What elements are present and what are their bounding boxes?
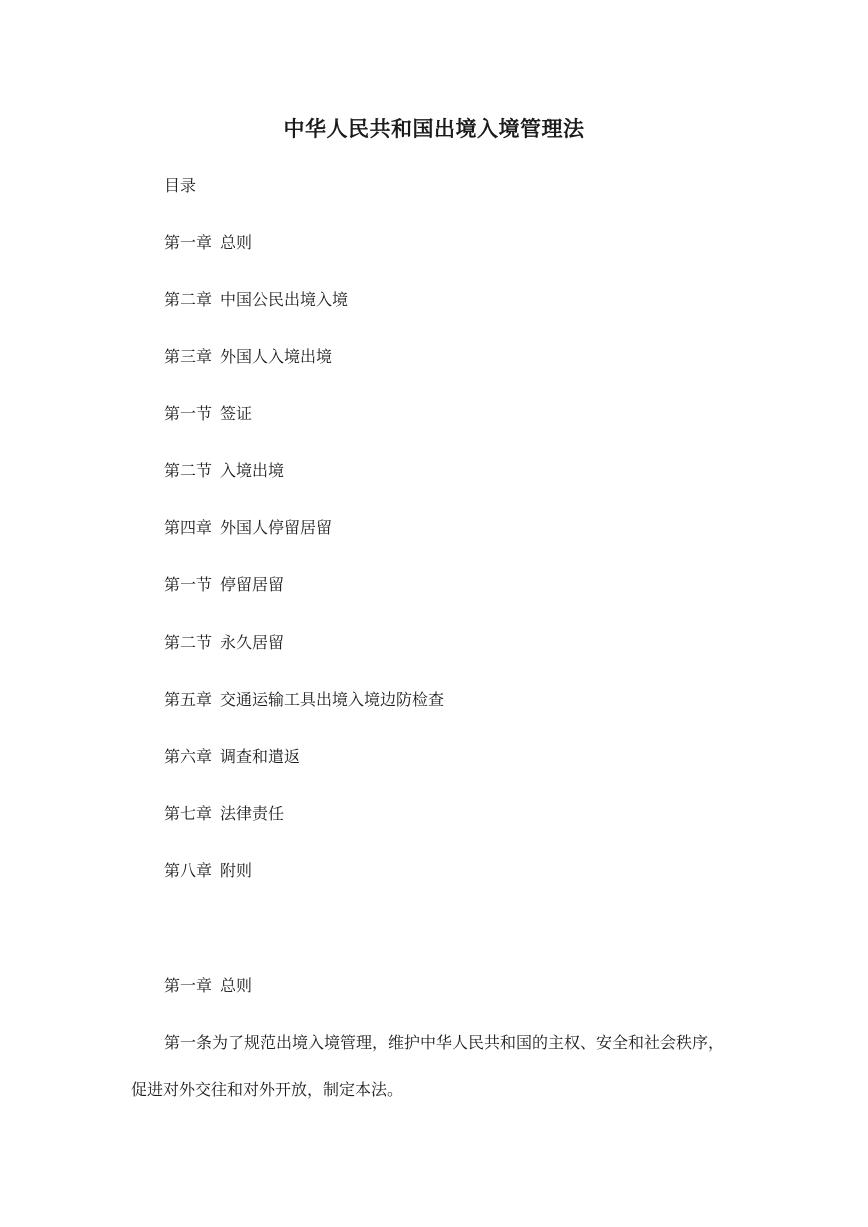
article-text: 为了规范出境入境管理，维护中华人民共和国的主权、安全和社会秩序，: [212, 1033, 725, 1052]
toc-item-number: 第八章: [164, 861, 213, 880]
toc-item: [164, 803, 284, 825]
toc-item-title: 附则: [220, 861, 253, 880]
toc-item-title: 永久居留: [220, 633, 285, 652]
article-line: [164, 1032, 724, 1054]
toc-heading: 目录: [164, 176, 197, 195]
toc-item-number: 第四章: [164, 518, 213, 537]
toc-item: [164, 460, 284, 482]
toc-item-number: 第六章: [164, 747, 213, 766]
toc-item-title: 法律责任: [220, 804, 285, 823]
toc-item-number: 第一节: [164, 575, 213, 594]
chapter-title: 总则: [220, 976, 253, 995]
toc-item-title: 总则: [220, 233, 253, 252]
toc-item-number: 第二节: [164, 633, 213, 652]
toc-item-title: 交通运输工具出境入境边防检查: [220, 690, 445, 709]
toc-item: [164, 232, 252, 254]
article-line: [131, 1079, 403, 1101]
toc-item-number: 第三章: [164, 347, 213, 366]
toc-item-title: 外国人停留居留: [220, 518, 333, 537]
document-title: 中华人民共和国出境入境管理法: [283, 117, 585, 141]
toc-item-number: 第二章: [164, 290, 213, 309]
article-number: 第一条: [164, 1033, 213, 1052]
toc-item-title: 入境出境: [220, 461, 285, 480]
toc-item: [164, 632, 284, 654]
toc-item: [164, 289, 348, 311]
toc-item: [164, 517, 332, 539]
toc-item-number: 第一节: [164, 404, 213, 423]
toc-item: [164, 403, 252, 425]
toc-item-title: 停留居留: [220, 575, 285, 594]
toc-item-title: 外国人入境出境: [220, 347, 333, 366]
toc-item-title: 调查和遣返: [220, 747, 301, 766]
toc-item: [164, 746, 300, 768]
toc-item: [164, 574, 284, 596]
toc-item-number: 第一章: [164, 233, 213, 252]
toc-item-title: 中国公民出境入境: [220, 290, 349, 309]
chapter-number: 第一章: [164, 976, 213, 995]
toc-item: [164, 689, 444, 711]
toc-item-number: 第二节: [164, 461, 213, 480]
chapter-heading: [164, 975, 252, 997]
toc-item-number: 第七章: [164, 804, 213, 823]
toc-item-title: 签证: [220, 404, 253, 423]
toc-item: [164, 346, 332, 368]
toc-item-number: 第五章: [164, 690, 213, 709]
article-text: 促进对外交往和对外开放，制定本法。: [131, 1080, 404, 1099]
toc-item: [164, 860, 252, 882]
